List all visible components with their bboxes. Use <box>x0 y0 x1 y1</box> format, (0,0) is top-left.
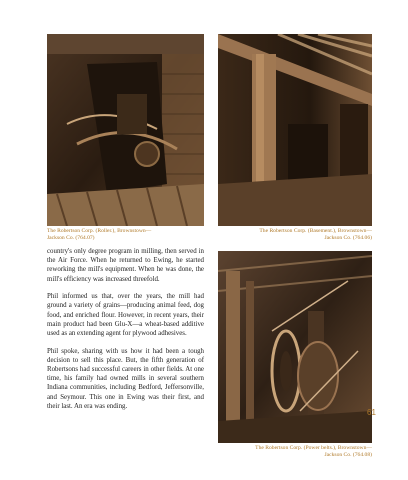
caption-power-belts-line1: The Robertson Corp. (Power belts.), Brownstown— <box>255 445 372 451</box>
paragraph: country's only degree program in milling, then served in the Air Force. When he returned to Ewing, he started reworking the mill's equipment. When he was done, the mill's efficiency was increased threefold. <box>47 248 204 283</box>
caption-basement <box>205 228 372 241</box>
photo-power-belts <box>218 251 372 443</box>
caption-roller <box>47 228 207 241</box>
paragraph: Phil informed us that, over the years, the mill had ground a variety of grains—producing animal feed, dog food, and enriched flour. However, in recent years, their main product had been Glu-X—a wheat-based additive used as an extending agent for plywood adhesives. <box>47 293 204 338</box>
caption-basement-line2: Jackson Co. (764.06) <box>324 234 372 241</box>
article-body <box>47 247 204 419</box>
caption-basement-line1: The Robertson Corp. (Basement.), Brownstown— <box>259 228 372 234</box>
page-number: 61 <box>367 408 376 417</box>
caption-roller-line2: Jackson Co. (764.07) <box>47 234 95 241</box>
caption-power-belts <box>205 445 372 458</box>
photo-roller <box>47 34 204 226</box>
photo-basement <box>218 34 372 226</box>
caption-power-belts-line2: Jackson Co. (764.08) <box>324 451 372 458</box>
caption-roller-line1: The Robertson Corp. (Roller.), Brownstown— <box>47 228 152 234</box>
paragraph: Phil spoke, sharing with us how it had been a tough decision to sell this place. But, the fifth generation of Robertsons had successful careers in other fields. At one time, his family had owned mills in several southern Indiana communities, including Bedford, Jeffersonville, and Seymour. This one in Ewing was their first, and their last. An era was ending. <box>47 347 204 410</box>
